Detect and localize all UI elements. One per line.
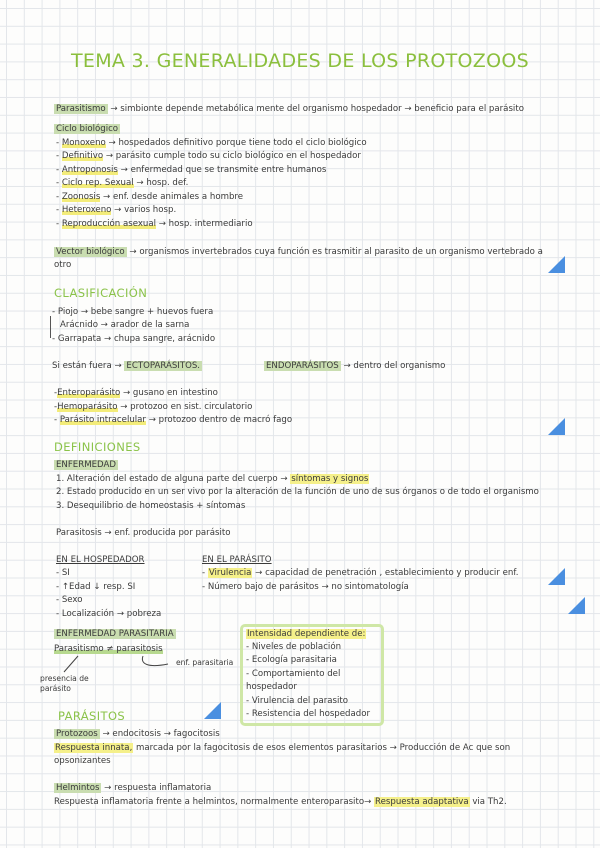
hospedador-item: - Localización → pobreza bbox=[56, 609, 162, 619]
fuera-prefix: Si están fuera bbox=[52, 361, 112, 371]
hospedador-item: - ↑Edad ↓ resp. SI bbox=[56, 582, 136, 592]
def-text: 1. Alteración del estado de alguna parte del cuerpo → bbox=[56, 474, 291, 484]
parasito-title: EN EL PARÁSITO bbox=[202, 555, 272, 565]
innata-line bbox=[54, 742, 510, 755]
fuera-line: Si están fuera → ECTOPARÁSITOS. bbox=[52, 361, 201, 371]
ciclo-term: Monoxeno bbox=[61, 138, 106, 148]
intensidad-item: - Virulencia del parasito bbox=[246, 696, 348, 706]
protozoos-line bbox=[54, 728, 220, 741]
ciclo-text: → hosp. intermediario bbox=[156, 219, 253, 229]
hospedador-title: EN EL HOSPEDADOR bbox=[56, 555, 145, 565]
parasitismo-term: Parasitismo bbox=[56, 104, 106, 114]
ciclo-item: - Zoonosis → enf. desde animales a hombre bbox=[56, 192, 244, 202]
enfermedad-term: ENFERMEDAD bbox=[56, 460, 117, 470]
ciclo-term: Zoonosis bbox=[61, 192, 101, 202]
section-parasitos: PARÁSITOS bbox=[58, 709, 126, 723]
ciclo-heading-text: Ciclo biológico bbox=[56, 124, 119, 134]
parasitismo-line bbox=[54, 103, 524, 116]
endo-type-term: Hemoparásito bbox=[57, 402, 118, 412]
def-item: 2. Estado producido en un ser vivo por la alteración de la función de uno de sus órganos o de todo el organismo bbox=[56, 487, 539, 497]
innata-term: Respuesta innata, bbox=[55, 743, 133, 753]
sintomas-highlight: síntomas y signos bbox=[291, 474, 369, 484]
ciclo-text: → hospedados definitivo porque tiene todo el ciclo biológico bbox=[105, 138, 367, 148]
intensidad-item: - Resistencia del hospedador bbox=[246, 709, 371, 719]
intensidad-item: - Ecología parasitaria bbox=[246, 655, 337, 665]
parasitosis-line: Parasitosis → enf. producida por parásito bbox=[56, 528, 231, 538]
intensidad-title bbox=[246, 628, 366, 641]
intensidad-item: hospedador bbox=[246, 682, 297, 692]
bracket-line bbox=[50, 316, 51, 338]
endo-type-term: Parásito intracelular bbox=[59, 415, 146, 425]
enfermedad-heading bbox=[54, 459, 118, 472]
ciclo-heading bbox=[54, 123, 120, 136]
innata-text: marcada por la fagocitosis de esos elementos parasitarios → Producción de Ac que son bbox=[133, 743, 511, 753]
virulencia-term: Virulencia bbox=[208, 568, 252, 578]
ciclo-item: - Ciclo rep. Sexual → hosp. def. bbox=[56, 178, 189, 188]
ciclo-item: - Monoxeno → hospedados definitivo porque tiene todo el ciclo biológico bbox=[56, 138, 367, 148]
clasificacion-item: - Piojo → bebe sangre + huevos fuera bbox=[52, 307, 214, 317]
ciclo-item: - Antroponosis → enfermedad que se transmite entre humanos bbox=[56, 165, 327, 175]
inflamatoria-line bbox=[54, 796, 507, 809]
ciclo-text: → parásito cumple todo su ciclo biológico en el hospedador bbox=[103, 151, 361, 161]
virulencia-text: → capacidad de penetración , establecimiento y producir enf. bbox=[252, 568, 519, 578]
intensidad-title-text: Intensidad dependiente de: bbox=[247, 629, 366, 639]
helmintos-term: Helmintos bbox=[56, 783, 100, 793]
endo-type: -Enteroparásito → gusano en intestino bbox=[54, 388, 218, 398]
ciclo-term: Reproducción asexual bbox=[61, 219, 157, 229]
page-title: TEMA 3. GENERALIDADES DE LOS PROTOZOOS bbox=[70, 50, 529, 72]
presencia-note: presencia de parásito bbox=[40, 674, 89, 693]
protozoos-text: → endocitosis → fagocitosis bbox=[99, 729, 220, 739]
section-clasificacion: CLASIFICACIÓN bbox=[54, 286, 148, 300]
parasitismo-text: → simbionte depende metabólica mente del organismo hospedador → beneficio para el parásito bbox=[107, 104, 524, 114]
vector-text: → organismos invertebrados cuya función es trasmitir al parasito de un organismo vertebrado a bbox=[126, 247, 543, 257]
hospedador-item: - Sexo bbox=[56, 595, 83, 605]
helmintos-line bbox=[54, 782, 211, 795]
corner-marker bbox=[548, 256, 565, 273]
opsonizantes-line: opsonizantes bbox=[54, 756, 111, 766]
vector-line2: otro bbox=[54, 260, 72, 270]
corner-marker bbox=[204, 702, 221, 719]
inflam-prefix: Respuesta inflamatoria frente a helmintos, normalmente enteroparasito→ bbox=[54, 797, 375, 807]
ciclo-term: Antroponosis bbox=[61, 165, 118, 175]
def-item bbox=[56, 473, 369, 486]
ep-title: ENFERMEDAD PARASITARIA bbox=[56, 629, 174, 639]
section-definiciones: DEFINICIONES bbox=[54, 440, 141, 454]
endo-type: -Hemoparásito → protozoo en sist. circulatorio bbox=[54, 402, 253, 412]
endo-type-text: → protozoo en sist. circulatorio bbox=[117, 402, 253, 412]
protozoos-term: Protozoos bbox=[56, 729, 98, 739]
vector-term: Vector biológico bbox=[56, 247, 125, 257]
clasificacion-item: - Garrapata → chupa sangre, arácnido bbox=[52, 334, 216, 344]
def-item: 3. Desequilibrio de homeostasis + síntomas bbox=[56, 501, 246, 511]
ciclo-item: - Reproducción asexual → hosp. intermediario bbox=[56, 219, 253, 229]
endo-type: - Parásito intracelular → protozoo dentro de macró fago bbox=[54, 415, 293, 425]
ep-heading bbox=[54, 628, 176, 641]
corner-marker bbox=[548, 568, 565, 585]
intensidad-item: - Comportamiento del bbox=[246, 669, 341, 679]
endo-type-text: → gusano en intestino bbox=[120, 388, 218, 398]
ecto-term: ECTOPARÁSITOS. bbox=[126, 361, 201, 371]
ciclo-term: Definitivo bbox=[61, 151, 104, 161]
enf-parasitaria-note: enf. parasitaria bbox=[176, 658, 234, 667]
corner-marker bbox=[568, 597, 585, 614]
helmintos-text: → respuesta inflamatoria bbox=[101, 783, 212, 793]
virulencia-line: - Virulencia → capacidad de penetración , establecimiento y producir enf. bbox=[202, 568, 519, 578]
ciclo-text: → hosp. def. bbox=[133, 178, 189, 188]
intensidad-item: - Niveles de población bbox=[246, 642, 342, 652]
ciclo-term: Ciclo rep. Sexual bbox=[61, 178, 134, 188]
ciclo-item: - Definitivo → parásito cumple todo su ciclo biológico en el hospedador bbox=[56, 151, 361, 161]
ciclo-term: Heteroxeno bbox=[61, 205, 112, 215]
vector-line bbox=[54, 246, 543, 259]
clasificacion-item: Arácnido → arador de la sarna bbox=[60, 320, 190, 330]
endo-text: → dentro del organismo bbox=[340, 361, 446, 371]
ciclo-item: - Heteroxeno → varios hosp. bbox=[56, 205, 177, 215]
ciclo-text: → varios hosp. bbox=[111, 205, 177, 215]
ciclo-text: → enf. desde animales a hombre bbox=[100, 192, 244, 202]
adaptativa-term: Respuesta adaptativa bbox=[375, 797, 469, 807]
ciclo-text: → enfermedad que se transmite entre humanos bbox=[117, 165, 327, 175]
endo-type-text: → protozoo dentro de macró fago bbox=[145, 415, 293, 425]
endo-term: ENDOPARÁSITOS bbox=[266, 361, 339, 371]
endo-type-term: Enteroparásito bbox=[57, 388, 121, 398]
ep-line-text: Parasitismo ≠ parasitosis bbox=[54, 644, 163, 654]
numero-line: - Número bajo de parásitos → no sintomatología bbox=[202, 582, 409, 592]
hospedador-item: - SI bbox=[56, 568, 70, 578]
endo-line bbox=[264, 360, 445, 373]
corner-marker bbox=[548, 418, 565, 435]
adaptativa-suffix: via Th2. bbox=[469, 797, 507, 807]
